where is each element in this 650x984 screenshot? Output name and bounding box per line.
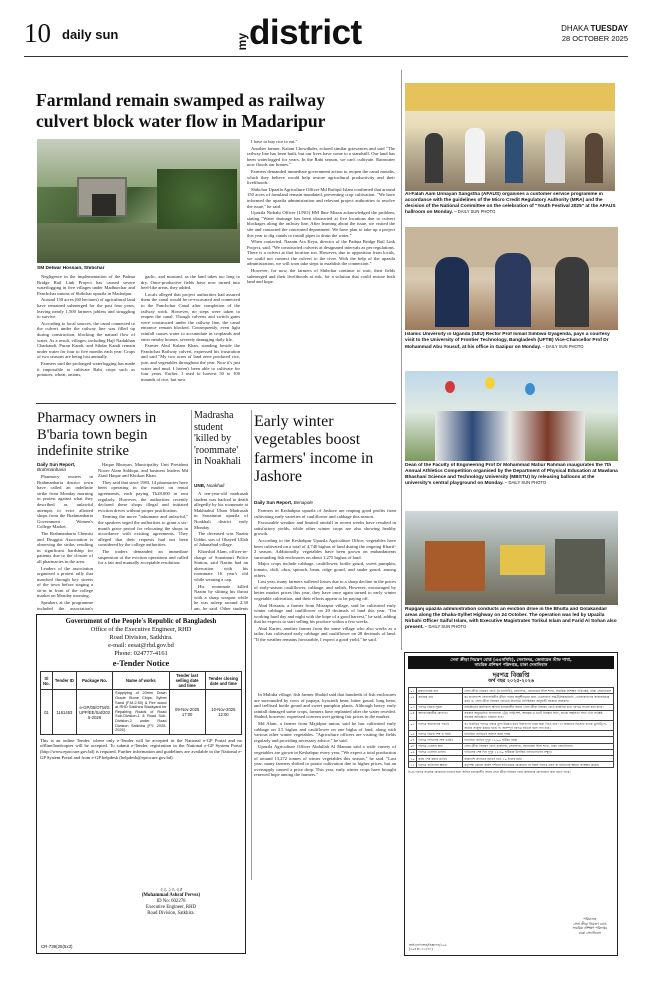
bn-row-number: ০৮ <box>410 744 415 749</box>
table-row <box>409 720 614 730</box>
pharmacy-para: They said that since 1983, 14 pharmacies have been operating in the market on rental agreements, each paying Tk28,000 in rent regularly. However, the authorities recently declared these shops illegal and initiated eviction drives without proper justification. <box>98 479 188 513</box>
bn-row-label: দরপত্র বিক্রয় শেষ ও সময় <box>417 731 463 737</box>
tender-signature <box>37 887 245 949</box>
lead-para: According to local sources, the canal connected to the culvert under the railway line was filled up during construction, blocking the natural flow of water. As a result, villages, including Hajl Nadukhan Charkandi, Puran Kandi, and Sikdar Kandi remain under water for four to five months each year. Crops of two seasons are being lost annually. <box>37 320 135 360</box>
vegetables-para: Upazila Agriculture Officer Abdullah Al Mamun said a wide variety of vegetables are grown in Keshabpur every year. "We expect a total production of around 13,272 tonnes of winter vegetables this season," he said. "Last year, many farmers shifted to potato cultivation due to higher prices, but an oversupply caused a price drop. This year, early winter crops have brought renewed hope among the farmers." <box>254 744 396 778</box>
pharmacy-para: The traders demanded an immediate suspension of the eviction operations and called for a fair and mutually acceptable resolution. <box>98 548 188 566</box>
bn-row-label: কাজের নাম <box>417 694 463 704</box>
dateline-city: DHAKA <box>561 24 589 33</box>
lead-para: Negligence in the implementation of the Padma Bridge Rail Link Project has caused severe waterlogging in five villages under Madhurchar and Panchchar unions of Shibchar upazila in Madaripur. <box>37 274 135 296</box>
bn-notice-title: দরপত্র বিজ্ঞপ্তি <box>492 670 530 679</box>
bn-row-value: সেনা ক্রীড়া নিয়ন্ত্রণ বোর্ড কার্যালয়, সেনাসদর, জেনারেল স্টাফ শাখা, ঢাকা সেনানিবাস। <box>463 743 614 749</box>
lead-para: When contacted, Naznin Ara Keya, director of the Padma Bridge Rail Link Project, said, "We constructed culverts at designated intervals as per regulations. There is a culvert at that location too. However, due to opposition from locals, we could not connect the culvert to the river. With the help of the upazila administration, we will soon take steps to establish the connection." <box>247 239 395 267</box>
pharmacy-para: The Brahmanbaria Chemist and Druggist Association is observing the strike, resulting in significant hardship for patients due to the closure of all pharmacies in the area. <box>37 530 93 564</box>
tender-id: 1161453 <box>52 690 76 734</box>
tender-ref: CR-739(25(5x3) <box>41 944 73 949</box>
tender-selling: 09-Nov-2025 17:00 <box>169 690 205 734</box>
pharmacy-para: Leaders of the association organised a protest rally that marched through key streets of the town before staging a sit-in in front of the college market on Monday morning. <box>37 565 93 599</box>
bn-row-label: দরপত্র জমাদানের পদ্ধতি <box>417 720 463 730</box>
tender-col-selling: Tender last selling date and time <box>169 672 205 690</box>
side-photo-3 <box>405 371 618 461</box>
page-number: 10 <box>24 18 51 48</box>
vegetables-para: Md Alam, a farmer from Majidpur union, said he has cultivated early cabbage on 3.5 bighas and cauliflower on one bigha of land, along with various other winter vegetables. "Agriculture officers are visiting the fields regularly and providing necessary advice," he said. <box>254 720 396 743</box>
bn-footnote: বি.দ্র: দরপত্র সংক্রান্ত যেকোনো তথ্যের জন্য অফিস চলাকালীন সময়ে সেনা ক্রীড়া নিয়ন্ত্রণ বোর্ড কার্যালয়ে যোগাযোগ করা যেতে পারে। <box>408 770 571 775</box>
bn-notice-line1: সেনা ক্রীড়া নিয়ন্ত্রণ বোর্ড (এএসসিবি), সেনাসদর, জেনারেল স্টাফ শাখা, <box>450 657 572 662</box>
side-caption-3: Dean of the Faculty of Engineering Prof Dr Mohammad Matiur Rahman inaugurates the 7th Annual Athletics Competition organised by the Department of Physical Education at Mawlana Bhashani Science and Technology University (MBSTU) by releasing balloons at the university's central playground on Monday. – DAILY SUN PHOTO <box>405 463 618 487</box>
vegetables-divider <box>251 410 252 880</box>
bn-row-number: ০৩ <box>410 705 415 710</box>
tender-table <box>40 671 242 734</box>
lead-headline-line2: culvert block water flow in Madaripur <box>36 111 326 131</box>
signer-title: Executive Engineer, RHD <box>145 905 197 910</box>
tender-closing: 10-Nov-2025 12:00 <box>205 690 241 734</box>
signer-id: ID No: 602278 <box>156 899 186 904</box>
bn-notice-header <box>408 656 614 669</box>
pharmacy-col2 <box>98 462 188 610</box>
lead-para: Farmers said the prolonged waterlogging has made it impossible to cultivate Rabi crops such as potatoes, wheat, onions, <box>37 360 135 378</box>
dateline-date: 28 OCTOBER 2025 <box>561 34 628 43</box>
bn-row-label: দরপত্র বাতিলের ক্ষমতা <box>417 762 463 768</box>
bn-row-number: ০১ <box>410 688 415 693</box>
lead-para: Farmers demanded immediate government action to reopen the canal mouths, which they believe would help restore agricultural productivity and their livelihoods. <box>247 168 395 186</box>
tender-col-closing: Tender closing date and time <box>205 672 241 690</box>
tender-col-id: Tender ID <box>52 672 76 690</box>
masthead <box>24 14 628 54</box>
side-caption-2: Islamic University in Uganda (IUIU) Rector Prof Ismail Simbwa Gyagenda, pays a courtesy visit to the University of Frontier Technology, Bangladesh (UFTB) Vice-Chancellor Prof Dr Mohammad Abu Yousuf, at his office in Gazipur on Monday. – DAILY SUN PHOTO <box>405 332 610 350</box>
bn-row-label: দরপত্র খোলার তারিখ <box>417 749 463 755</box>
lead-para: Upazila Nirbahi Officer (UNO) HM Ibne Mizan acknowledged the problem, stating "Water drainage has been obstructed at five locations due to culvert blockages along the railway line. After learning about the issue, we visited the site and contacted the concerned department. We have plan to take up a project this year to dig canals or install pipes to drain the water." <box>247 210 395 238</box>
bn-row-label: দরপত্র খোলার স্থান <box>417 743 463 749</box>
signer-name: (Mohammad Ashraf Pervez) <box>141 893 201 898</box>
lead-para: garlic, and mustard, as the land takes too long to dry. Once-productive fields have now turned into beel-like areas, they added. <box>141 274 240 291</box>
side-caption-4: Rupganj upazila administration conducts an eviction drive in the Bhulta and Golakandail areas along the Dhaka-Sylhet Highway on 24 October. The operation was led by Upazila Nirbahi Officer Saiful Islam, with Executive Magistrates Torikul Islam and Farid Al Sohan also present. – DAILY SUN PHOTO <box>405 607 617 631</box>
bn-row-value: ক। নির্ধারিত দরপত্র ফরমে মূল্য উল্লেখ করে সিলগালা খামে জমা দিতে হবে। খ। জামানত হিসেবে ব্যাংক ড্রাফট/পে-অর্ডার সংযুক্ত করতে হবে। গ। অসম্পূর্ণ দরপত্র বাতিল বলে গণ্য হবে। <box>463 720 614 730</box>
madrasa-para: The deceased was Nazim Uddin, son of Obayed Ullah of Jahanabad village. <box>194 531 248 548</box>
vegetables-para: In Malidia village, fish farmer Shahid said that hundreds of fish enclosures are surrounded by rows of papaya, hyacinth bean, bitter gourd, long bean, and trellised bottle gourd and sweet pumpkin plants. Although heavy early rainfall damaged some crops, farmers have replanted after the water receded. Shahid, however, expressed concern over getting fair prices in the market. <box>254 692 396 720</box>
tender-signer-block <box>97 887 245 917</box>
bn-notice-line2: সামরিক প্রশিক্ষণ পরিদপ্তর, ঢাকা সেনানিবাস <box>474 662 548 668</box>
vegetables-para: Major crops include cabbage, cauliflower, bottle gourd, sweet pumpkin, tomato, chili, okra, spinach, bean, ridge gourd, and snake gourd, among others. <box>254 561 396 578</box>
lead-col2 <box>141 274 240 398</box>
bn-row-value: কার্যাদেশ প্রদানের তারিখ হতে ১০ দিনের মধ্যে <box>463 755 614 761</box>
side-photo-2 <box>405 227 618 330</box>
tender-title: e-Tender Notice <box>112 659 170 669</box>
bn-row-label: দরপত্র বিক্রয় সূচনা <box>417 704 463 710</box>
bn-row-label: কাজ শেষ করার তারিখ <box>417 755 463 761</box>
vegetables-headline: Early winter vegetables boost farmers' income in Jashore <box>254 413 374 486</box>
table-row <box>409 694 614 704</box>
bn-row-value: কর্তৃপক্ষ কোনো কারণ দর্শানো ব্যতিরেকে যেকোনো বা সকল দরপত্র গ্রহণ বা বাতিলের ক্ষমতা সংরক্ষণ করেন। <box>463 762 614 768</box>
tender-sl: 01 <box>41 690 53 734</box>
pharmacy-para: Pharmacy owners in Brahmanbaria district town have called an indefinite strike from Monday morning in protest against what they described as unlawful attempts to evict allotted shops from the Brahmanbaria Government Women's College Market. <box>37 474 93 530</box>
vegetables-para: Farmers in Keshabpur upazila of Jashore are reaping good profits from cultivating early varieties of cauliflower and cabbage this season. <box>254 508 396 519</box>
bn-notice-subtitle: অর্থ বছর ২০২৫-২০২৬ <box>488 679 534 685</box>
vegetables-byline: Daily Sun Report, Benapole <box>254 500 313 505</box>
tender-table-header <box>41 672 242 690</box>
photo-credit: – DAILY SUN PHOTO <box>454 209 496 215</box>
madrasa-para: His roommate killed Nazim by slitting his throat with a sharp weapon while he was asleep around 2.30 am, he said. Other students <box>194 583 248 611</box>
pharmacy-para: Haque Bhuiyan, Municipality Unit President Noore Alam Siddiqui, and business leaders Md Ziaul Haque and Khokon Khan. <box>98 462 188 479</box>
bn-row-value: নির্ধারিত তারিখের অফিস সময় পর্যন্ত <box>463 731 614 737</box>
tender-notice <box>36 614 246 954</box>
vegetables-para: Abul Karim, another farmer from the same village who also works as a tailor, has cultivated early cabbage and cauliflower on 28 decimals of land. "If the weather remains favourable, I expect a good yield," he said. <box>254 625 396 643</box>
side-caption-1: Al-Falah Aam Unnayan Sangstha (AFAUS) organises a customer service programme in accordance with the guidelines of the Micro Credit Regulatory Authority (MRA) and the decision of the National Committee on the celebration of "Youth Festival 2025" at the AFAUS hallroom on Monday. – DAILY SUN PHOTO <box>405 192 616 216</box>
bn-row-number: ০৭ <box>410 737 415 742</box>
bn-row-value: দাখিলের শেষ দিন দুপুর ১২:৩০ ঘটিকায় উপস্থিত দরদাতাগণের সম্মুখে <box>463 749 614 755</box>
bn-row-label: মন্ত্রণালয়ের নাম <box>417 688 463 694</box>
lead-para: Locals alleged that project authorities had assured them the canal would be re-excavated and connected to the Panchchar Canal after completion of the railway work. However, no steps were taken to reopen the canal. Though culverts and switch gates were constructed under the railway line, the canal entrance remain blocked. Consequently, even light rainfall causes water to accumulate in croplands and enter nearby houses, severely damaging daily life. <box>141 291 240 342</box>
tender-col-work: Name of works <box>113 672 169 690</box>
bn-tender-notice <box>404 652 618 956</box>
lead-col3 <box>247 139 395 398</box>
madrasa-divider <box>191 410 192 610</box>
tender-division: Road Division, Satkhira. <box>109 634 173 642</box>
bn-row-value: ক। বাংলাদেশ সেনাবাহিনীর ক্রীড়া দলের অনুশীলনের জন্য খেলোয়াড় সামগ্রী/সরঞ্জামাদি, খেলোয়াড়দের সাজসরঞ্জাম ক্রয়। খ। সেনা ক্রীড়া নিয়ন্ত্রণ বোর্ডের নির্ধারিত নির্দিষ্টকরণ অনুযায়ী সরঞ্জাম সরবরাহ। <box>463 694 614 704</box>
bn-row-number: ১১ <box>410 762 415 767</box>
bn-row-number: ০৫ <box>409 720 417 730</box>
bn-row-number: ০৯ <box>410 750 415 755</box>
table-row <box>41 690 242 734</box>
section-my: my <box>235 32 249 50</box>
lead-para: I have to buy rice to eat." <box>251 139 298 144</box>
tender-phone: Phone: 024777-4161 <box>114 650 168 658</box>
tender-col-package: Package No. <box>76 672 112 690</box>
right-column-divider <box>401 70 402 650</box>
dateline-weekday: TUESDAY <box>590 24 628 33</box>
lead-para: However, for now, the farmers of Shibchar continue to wait, their fields submerged and their livelihoods at risk, for a solution that could restore both land and hope. <box>247 268 395 285</box>
vegetables-para: Abul Hossain, a farmer from Mirzapur village, said he cultivated early winter cabbage and cauliflower on 20 decimals of land this year. "I'm working hard day and night with the hope of a good harvest," he said, adding that he expects to start selling his produce within a few weeks. <box>254 602 396 625</box>
side-photo-4 <box>405 511 618 605</box>
brand-logo: daily sun <box>62 27 119 42</box>
section-title: district <box>249 13 362 52</box>
bn-ref: আইএসপিআর/বিজ্ঞাপন/৩০৬ (৩০৪×১৩১৬৭৮) <box>409 942 447 951</box>
bn-row-value: সরকার অনুমোদিত হালনাগাদ ট্রেড লাইসেন্স, আয়কর ও ভ্যাট নিবন্ধন সনদ, ব্যাংক সচ্ছলতা সনদ এবং সংশ্লিষ্ট কাজের অভিজ্ঞতা থাকতে হবে। <box>463 710 614 720</box>
pharmacy-col1 <box>37 474 93 610</box>
vegetables-para: Favourable weather and limited rainfall in recent weeks have resulted in satisfactory yields, while other winter crops are also showing healthy growth. <box>254 520 396 537</box>
pharmacy-para: Speakers at the programme included the association's <box>37 600 93 610</box>
madrasa-byline: UNB, Noakhali <box>194 483 225 488</box>
table-row <box>409 762 614 768</box>
masthead-rule <box>24 56 628 57</box>
dateline <box>561 24 628 44</box>
lead-headline <box>36 90 391 132</box>
madrasa-para: Khorshid Alam, officer-in-charge of Sonaimuri Police Station, said Nazim had an altercation with his roommate 16 year's old while wearing a cap. <box>194 548 248 582</box>
signature-date: ২২.১০.২৫ <box>159 887 183 893</box>
bn-row-number: ০৬ <box>410 731 415 736</box>
signer-office: Road Division, Satkhira. <box>147 911 195 916</box>
side-photo-1 <box>405 83 615 191</box>
photo-credit: – DAILY SUN PHOTO <box>425 624 467 630</box>
pharmacy-byline: Daily Sun Report, Brahmanbaria <box>37 462 76 473</box>
tender-package: e-GP/05/OTM/SUPP/EE/Sat/2025-2026 <box>76 690 112 734</box>
lead-headline-line1: Farmland remain swamped as railway <box>36 90 325 110</box>
lead-bottom-rule <box>36 403 396 404</box>
lead-para: Another farmer, Kalam Chowdkder, echoed similar grievances and said "The railway line has been built, but our lives have come to a standstill. Our land has been waterlogged for years. In the Rabi season, we can't cultivate. Rainwater now floods our homes." <box>247 145 395 168</box>
tender-note: This is an online Tender, where only e-Tender will be accepted in the National e-GP Portal and no offline/hardcopies will be accepted. To submit e-Tender, registration in the National e-GP System Portal (http://www.eprocure.gov.bd) is required. Further information and guidelines are available in the National e-GP System Portal and from e-GP helpdesk (helpdesk@eprocure.gov.bd). <box>40 737 242 760</box>
lead-para: Shibchar Upazila Agriculture Officer Md Rafiqul Islam confirmed that around 150 acres of farmland remain inundated, preventing crop cultivation. "We have informed the upazila administration and relevant project authorities to resolve the issue," he said. <box>247 186 395 209</box>
bn-row-number: ০২ <box>409 694 417 704</box>
bn-row-value: সেনা ক্রীড়া নিয়ন্ত্রণ বোর্ড (এএসসিবি), সেনাসদর, জেনারেল স্টাফ শাখা, সামরিক প্রশিক্ষণ পরিদপ্তর, ঢাকা সেনানিবাস <box>463 688 614 694</box>
vegetables-col1 <box>254 508 396 690</box>
photo-credit: – DAILY SUN PHOTO <box>542 343 584 349</box>
lead-para: Around 150 acres (60 hectares) of agricultural land have remained submerged for the past four years, leaving nearly 1,500 farmers jobless and struggling to survive. <box>37 297 135 320</box>
section-logo <box>236 14 362 50</box>
tender-email: e-mail: eesat@rhd.gov.bd <box>108 642 174 650</box>
tender-work: Supplying of 20mm Down Grade Stone Chips, Sylhet Sand (F.M-2.50) & Fire wood at RHD Satkhira Stackyard for Repairing Roads of Road Sub-Division-1 & Road Sub-Division-2 under Road Division Satkhira [FY: 2025-2026]. <box>113 690 169 734</box>
tender-gov: Government of the People's Republic of Bangladesh <box>65 618 217 625</box>
bn-row-value: নির্ধারিত তারিখ দুপুর ১২:০০ ঘটিকা পর্যন্ত <box>463 737 614 743</box>
vegetables-para: According to the Keshabpur Upazila Agriculture Office, vegetables have been cultivated on a total of 4,740 bighas of land during the ongoing Kharif-2 season. Additionally, vegetables have been grown on embankments surrounding fish enclosures on about 1,275 bighas of land. <box>254 537 396 560</box>
vegetables-col2 <box>254 692 396 878</box>
vegetables-para: Last year, many farmers suffered losses due to a sharp decline in the prices of early-season cauliflower, cabbage, and radish. However, encouraged by better market prices this year, they have once again turned to early winter vegetable cultivation, and their efforts appear to be paying off. <box>254 579 396 601</box>
pharmacy-headline: Pharmacy owners in B'baria town begin indefinite strike <box>37 410 157 459</box>
lead-photo <box>37 139 240 263</box>
bn-row-number: ১০ <box>410 756 415 761</box>
madrasa-para: A ten-year-old madrasah student was hacked to death allegedly by his roommate at Makhtabul Ulum Madrasah in Sonaimuri upazila of Noakhali district early Monday. <box>194 491 248 530</box>
madrasa-headline: Madrasha student 'killed by 'roommate' in Noakhali <box>194 410 241 467</box>
tender-office: Office of the Executive Engineer, RHD <box>90 626 192 634</box>
tender-col-sl: Sl No. <box>41 672 53 690</box>
lead-byline: SM Delwar Hossain, Shibchar <box>37 266 105 271</box>
bn-notice-table <box>408 687 614 768</box>
table-row <box>409 710 614 720</box>
bn-row-value: প্রতিষ্ঠানের কর্মদিবসে অফিস চলাকালীন সময়ে সেনা ক্রীড়া নিয়ন্ত্রণ বোর্ড কার্যালয় হতে দরপত্র সংগ্রহ করা যাবে। <box>463 704 614 710</box>
bn-row-label: আবেদনকারীর যোগ্যতা <box>417 710 463 720</box>
lead-col1 <box>37 274 135 398</box>
photo-credit: – DAILY SUN PHOTO <box>504 480 547 486</box>
bn-row-number: ০৪ <box>409 710 417 720</box>
lead-para: Farmer Abul Kalam Khan, standing beside the Panchchar Railway culvert, expressed his frustration and said "My two acres of land once produced rice, jute, and vegetables throughout the year. Now it's just water and mud. I haven't been able to cultivate for four years. Earlier, I used to harvest 50 to 100 maunds of rice, but now <box>141 343 240 382</box>
pharmacy-para: Terming the move "inhumane and unlawful," the speakers urged the authorities to grant a six-month grace period for relocating the shops in accordance with existing agreements. They alleged that their requests had not been considered by the college authorities. <box>98 514 188 548</box>
bn-signer: পরিচালক সেনা ক্রীড়া নিয়ন্ত্রণ বোর্ড সামরিক প্রশিক্ষণ পরিদপ্তর ঢাকা সেনানিবাস <box>572 917 607 935</box>
madrasa-body <box>194 491 248 611</box>
bn-row-label: দরপত্র দাখিলের শেষ তারিখ <box>417 737 463 743</box>
